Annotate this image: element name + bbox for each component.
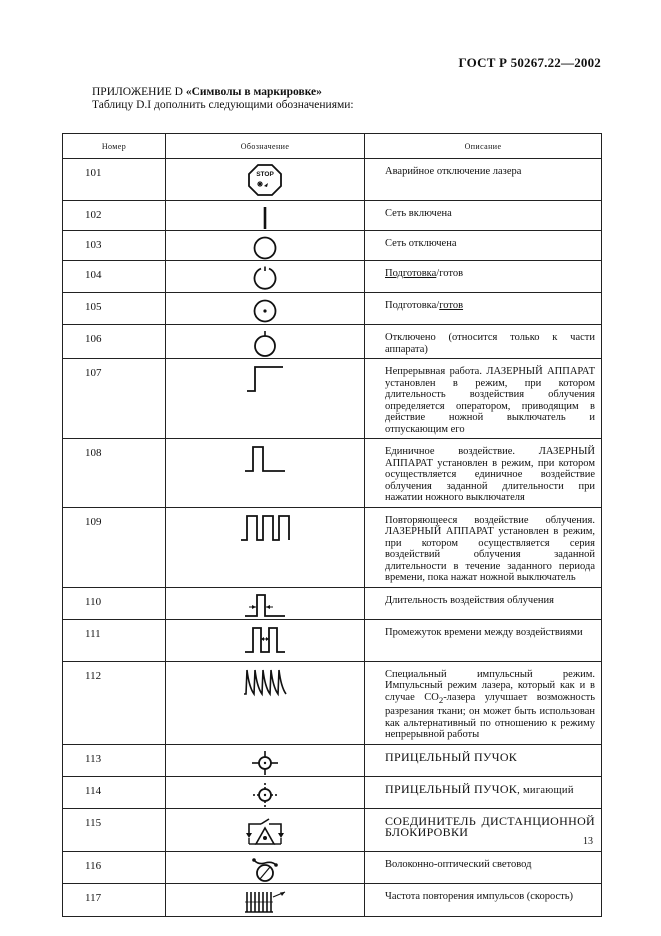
symbol-cell: [166, 507, 365, 587]
row-description: Отключено (относится только к части аппарата): [365, 325, 602, 359]
row-description: [365, 661, 602, 744]
row-description: [365, 261, 602, 293]
symbol-cell: [166, 293, 365, 325]
row-number: 102: [63, 201, 166, 231]
table-row: [63, 587, 602, 619]
symbol-cell: [166, 883, 365, 916]
aiming-beam-icon: [250, 750, 280, 776]
row-description: Повторяющееся воздействие облучения. ЛАЗЕРНЫЙ АППАРАТ установлен в режим, при котором осуществляется серия воздействий облучения заданной длительности в течение заданного периода времени, пока нажат ножной выключатель: [365, 507, 602, 587]
repeat-pulse-icon: [239, 513, 291, 543]
table-row: [63, 231, 602, 261]
symbol-cell: [166, 439, 365, 508]
row-number: 106: [63, 325, 166, 359]
off-partial-icon: [252, 330, 278, 358]
row-number: 108: [63, 439, 166, 508]
row-number: 114: [63, 776, 166, 808]
desc-part: , мигающий: [517, 784, 574, 796]
appendix-prefix: ПРИЛОЖЕНИЕ D: [92, 86, 186, 98]
row-number: 115: [63, 808, 166, 851]
symbol-cell: [166, 359, 365, 439]
symbol-cell: [166, 776, 365, 808]
symbol-cell: [166, 619, 365, 661]
remote-interlock-icon: [245, 814, 285, 848]
table-row: [63, 261, 602, 293]
symbol-cell: [166, 325, 365, 359]
row-number: 103: [63, 231, 166, 261]
table-row: [63, 851, 602, 883]
pulse-rate-icon: [243, 889, 287, 915]
desc-rest: /готов: [436, 268, 464, 279]
header-symbol: Обозначение: [166, 134, 365, 159]
appendix-name: «Символы в маркировке»: [185, 86, 322, 98]
stop-label: STOP: [256, 171, 274, 178]
row-description: Волоконно-оптический световод: [365, 851, 602, 883]
row-description: Сеть включена: [365, 201, 602, 231]
row-number: 104: [63, 261, 166, 293]
row-description: [365, 776, 602, 808]
table-row: [63, 619, 602, 661]
row-description: ПРИЦЕЛЬНЫЙ ПУЧОК: [365, 744, 602, 776]
desc-underlined: готов: [439, 300, 464, 311]
table-row: [63, 744, 602, 776]
special-pulse-icon: [242, 667, 288, 697]
row-number: 101: [63, 159, 166, 201]
table-row: [63, 325, 602, 359]
table-row: [63, 661, 602, 744]
row-description: [365, 293, 602, 325]
intro-text: Таблицу D.I дополнить следующими обозначениями:: [92, 99, 354, 111]
standby-ready-icon: [252, 298, 278, 324]
symbol-cell: [166, 808, 365, 851]
row-description: Непрерывная работа. ЛАЗЕРНЫЙ АППАРАТ установлен в режим, при котором длительность воздействия облучения определяется оператором, приводящим в действие ножной выключатель и отпускающим его: [365, 359, 602, 439]
row-number: 110: [63, 587, 166, 619]
exposure-duration-icon: [243, 593, 287, 619]
row-description: СОЕДИНИТЕЛЬ ДИСТАНЦИОННОЙ БЛОКИРОВКИ: [365, 808, 602, 851]
page-number: 13: [583, 836, 593, 847]
row-number: 111: [63, 619, 166, 661]
row-number: 107: [63, 359, 166, 439]
table-row: [63, 359, 602, 439]
power-off-icon: [253, 236, 277, 260]
symbol-cell: [166, 159, 365, 201]
desc-rest: Подготовка/: [385, 300, 440, 311]
symbol-cell: [166, 261, 365, 293]
symbol-cell: [166, 744, 365, 776]
symbol-cell: [166, 231, 365, 261]
continuous-mode-icon: [245, 364, 285, 394]
table-row: [63, 776, 602, 808]
fiber-optic-icon: [250, 857, 280, 883]
symbol-cell: [166, 201, 365, 231]
row-description: Сеть отключена: [365, 231, 602, 261]
emergency-stop-icon: [248, 164, 282, 196]
symbol-cell: [166, 587, 365, 619]
row-number: 113: [63, 744, 166, 776]
aiming-beam-blink-icon: [250, 782, 280, 808]
standby-prepare-icon: [252, 266, 278, 292]
row-number: 105: [63, 293, 166, 325]
desc-part: ПРИЦЕЛЬНЫЙ ПУЧОК: [385, 781, 518, 796]
standard-header: ГОСТ Р 50267.22—2002: [458, 55, 601, 70]
header-description: Описание: [365, 134, 602, 159]
row-description: Частота повторения импульсов (скорость): [365, 883, 602, 916]
row-number: 109: [63, 507, 166, 587]
symbol-cell: [166, 851, 365, 883]
header-number: Номер: [63, 134, 166, 159]
row-description: Единичное воздействие. ЛАЗЕРНЫЙ АППАРАТ установлен в режим, при котором осуществляется единичное воздействие облучения заданной длительности при нажатии ножного выключателя: [365, 439, 602, 508]
row-number: 112: [63, 661, 166, 744]
symbols-table: [62, 133, 602, 917]
table-row: [63, 883, 602, 916]
row-description: Аварийное отключение лазера: [365, 159, 602, 201]
table-row: [63, 293, 602, 325]
row-number: 117: [63, 883, 166, 916]
power-on-icon: [260, 206, 270, 230]
table-header-row: [63, 134, 602, 159]
row-description: Длительность воздействия облучения: [365, 587, 602, 619]
table-row: [63, 159, 602, 201]
table-row: [63, 507, 602, 587]
symbol-cell: [166, 661, 365, 744]
desc-underlined: Подготовка: [385, 268, 437, 279]
table-row: [63, 201, 602, 231]
table-row: [63, 439, 602, 508]
row-description: Промежуток времени между воздействиями: [365, 619, 602, 661]
appendix-title: [92, 86, 322, 98]
row-number: 116: [63, 851, 166, 883]
interval-icon: [243, 625, 287, 655]
desc-part: Специальный импульсный режим. Импульсный режим лазера, который как и в случае CO: [385, 668, 595, 703]
desc-part: -лазера улучшает возможность разрезания ткани; он может быть использован как альтернативный по отношению к режиму непрерывной работы: [385, 691, 595, 741]
single-pulse-icon: [243, 444, 287, 474]
table-row: [63, 808, 602, 851]
desc-subscript: 2: [438, 694, 444, 705]
